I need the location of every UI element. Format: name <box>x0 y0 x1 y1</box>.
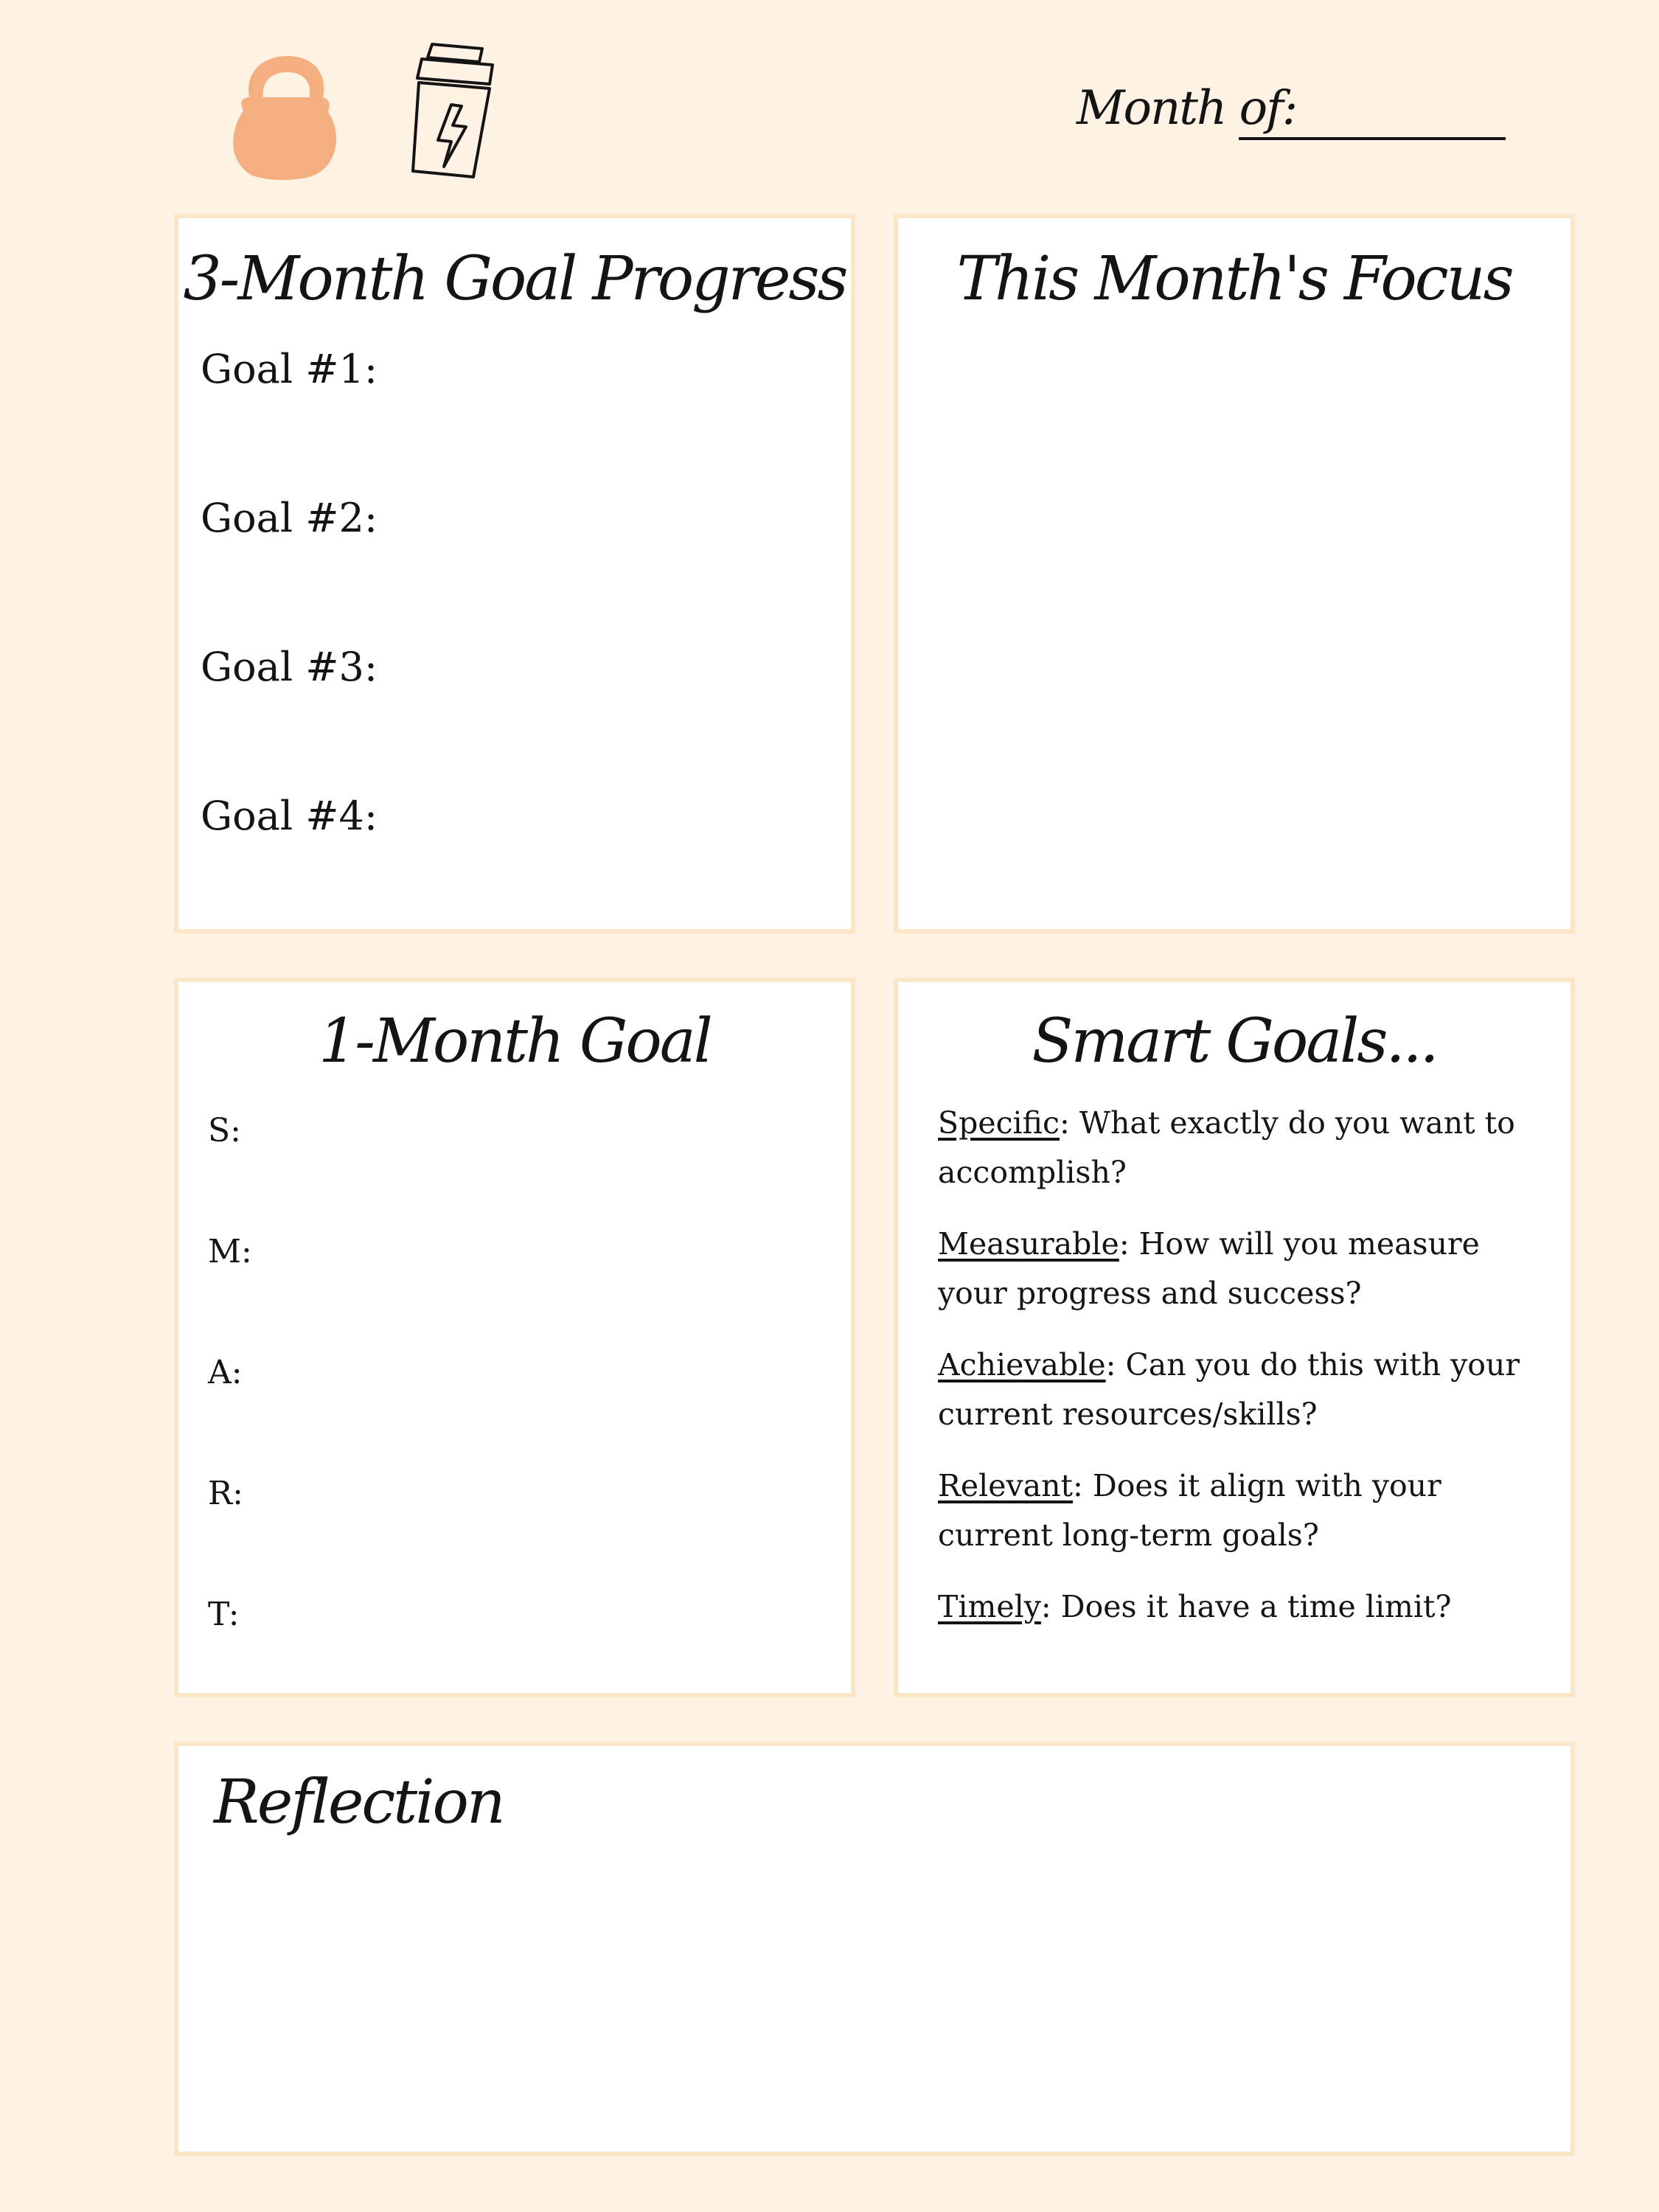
smart-goals-panel <box>894 978 1575 1697</box>
goal-4-label: Goal #4: <box>201 793 378 839</box>
smart-term: Specific <box>938 1105 1060 1141</box>
smart-desc: : Does it have a time limit? <box>1040 1589 1452 1624</box>
smart-term: Timely <box>938 1589 1041 1624</box>
smart-term: Measurable <box>938 1226 1119 1262</box>
smart-def-specific <box>938 1099 1543 1197</box>
shaker-bottle-icon <box>406 37 509 184</box>
smart-term: Relevant <box>938 1468 1073 1503</box>
month-input-line[interactable] <box>1239 137 1506 140</box>
month-focus-panel[interactable] <box>894 214 1575 933</box>
smart-def-achievable <box>938 1340 1543 1439</box>
smart-letter-t: T: <box>208 1596 240 1633</box>
smart-def-relevant <box>938 1461 1543 1560</box>
smart-goals-title: Smart Goals... <box>1032 1006 1437 1077</box>
month-of-label: Month of: <box>1077 81 1297 136</box>
smart-def-timely <box>938 1582 1543 1632</box>
one-month-goal-title: 1-Month Goal <box>319 1006 711 1077</box>
kettlebell-icon <box>221 52 347 184</box>
smart-desc: : Can you do this with your current resources/skills? <box>938 1347 1520 1432</box>
smart-letter-r: R: <box>208 1475 243 1512</box>
month-focus-title: This Month's Focus <box>956 244 1512 314</box>
goal-progress-title: 3-Month Goal Progress <box>183 244 846 314</box>
reflection-panel[interactable] <box>174 1742 1575 2156</box>
smart-def-measurable <box>938 1220 1543 1318</box>
smart-desc: : What exactly do you want to accomplish? <box>938 1105 1515 1190</box>
reflection-title: Reflection <box>214 1767 504 1837</box>
smart-letter-m: M: <box>208 1233 252 1270</box>
goal-3-label: Goal #3: <box>201 644 378 690</box>
goal-2-label: Goal #2: <box>201 495 378 541</box>
smart-letter-a: A: <box>208 1354 243 1391</box>
goal-progress-panel <box>174 214 855 933</box>
one-month-goal-panel <box>174 978 855 1697</box>
smart-desc: : Does it align with your current long-term goals? <box>938 1468 1441 1553</box>
smart-term: Achievable <box>938 1347 1106 1382</box>
smart-letter-s: S: <box>208 1112 241 1150</box>
smart-desc: : How will you measure your progress and success? <box>938 1226 1480 1311</box>
goal-1-label: Goal #1: <box>201 346 378 392</box>
